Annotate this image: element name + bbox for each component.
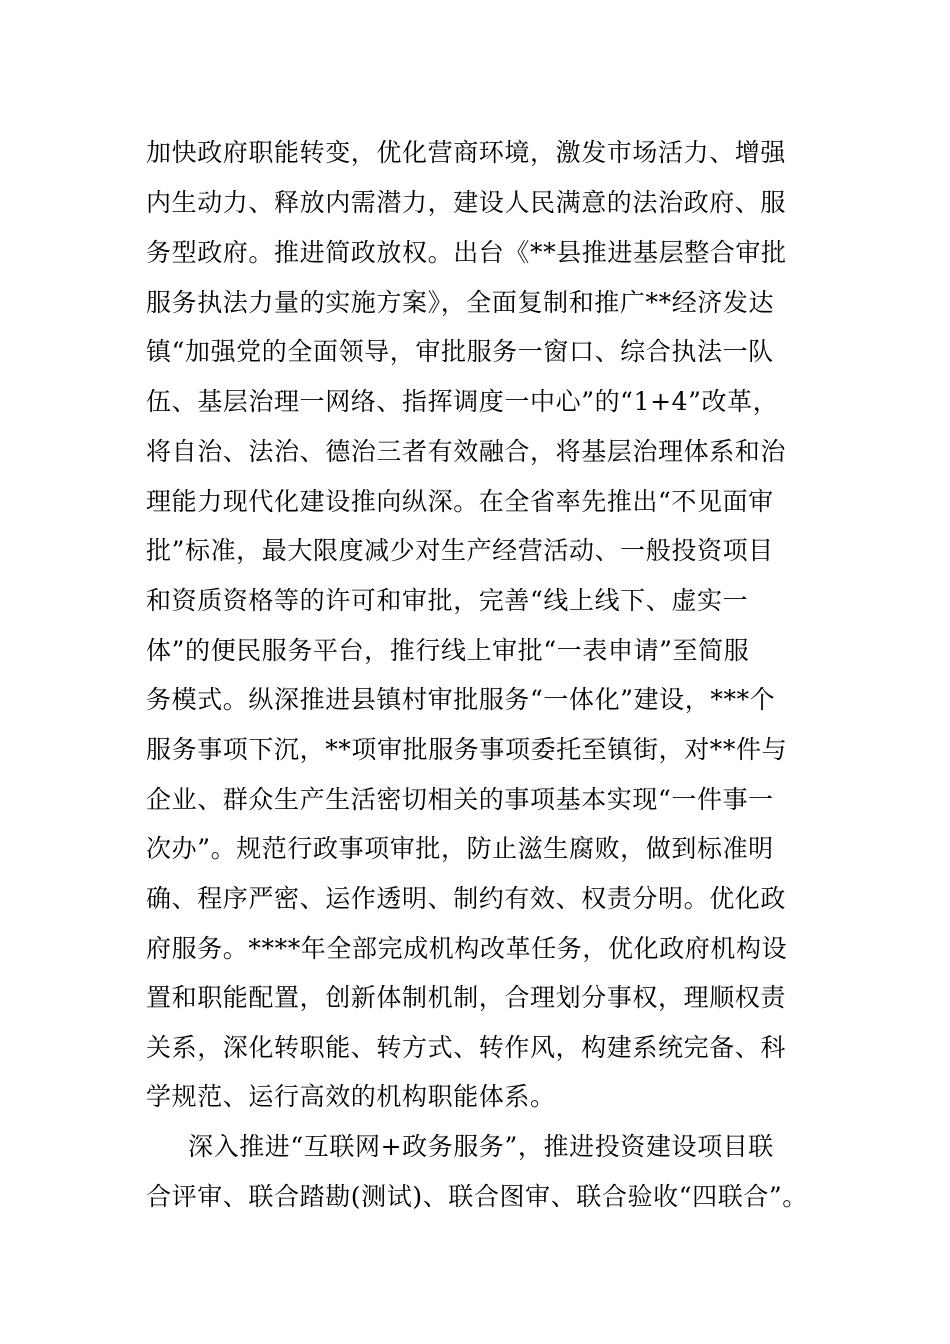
text-line: 和资质资格等的许可和审批，完善“线上线下、虚实一 <box>146 586 749 615</box>
text-line: 体”的便民服务平台，推行线上审批“一表申请”至简服 <box>146 636 750 665</box>
text-line: 合评审、联合踏勘(测试)、联合图审、联合验收“四联合”。 <box>146 1182 808 1211</box>
text-line: 加快政府职能转变，优化营商环境，激发市场活力、增强 <box>146 138 787 167</box>
text-line: 学规范、运行高效的机构职能体系。 <box>146 1082 556 1111</box>
text-line: 理能力现代化建设推向纵深。在全省率先推出“不见面审 <box>146 487 774 516</box>
text-line: 将自治、法治、德治三者有效融合，将基层治理体系和治 <box>146 437 787 466</box>
text-line: 内生动力、释放内需潜力，建设人民满意的法治政府、服 <box>146 188 787 217</box>
text-line: 批”标准，最大限度减少对生产经营活动、一般投资项目 <box>146 536 774 565</box>
text-line: 务型政府。推进简政放权。出台《**县推进基层整合审批 <box>146 238 787 267</box>
text-line: 深入推进“互联网+政务服务”，推进投资建设项目联 <box>188 1132 774 1161</box>
text-line: 府服务。****年全部完成机构改革任务，优化政府机构设 <box>146 934 788 963</box>
text-line: 确、程序严密、运作透明、制约有效、权责分明。优化政 <box>146 884 787 913</box>
text-line: 次办”。规范行政事项审批，防止滋生腐败，做到标准明 <box>146 834 774 863</box>
text-line: 伍、基层治理一网络、指挥调度一中心”的“1+4”改革， <box>146 387 779 416</box>
text-line: 置和职能配置，创新体制机制，合理划分事权，理顺权责 <box>146 983 787 1012</box>
text-line: 关系，深化转职能、转方式、转作风，构建系统完备、科 <box>146 1033 787 1062</box>
text-line: 企业、群众生产生活密切相关的事项基本实现“一件事一 <box>146 785 774 814</box>
text-line: 镇“加强党的全面领导，审批服务一窗口、综合执法一队 <box>146 337 774 366</box>
text-line: 服务事项下沉，**项审批服务事项委托至镇街，对**件与 <box>146 735 788 764</box>
text-line: 服务执法力量的实施方案》，全面复制和推广**经济发达 <box>146 288 775 317</box>
text-line: 务模式。纵深推进县镇村审批服务“一体化”建设，***个 <box>146 685 776 714</box>
